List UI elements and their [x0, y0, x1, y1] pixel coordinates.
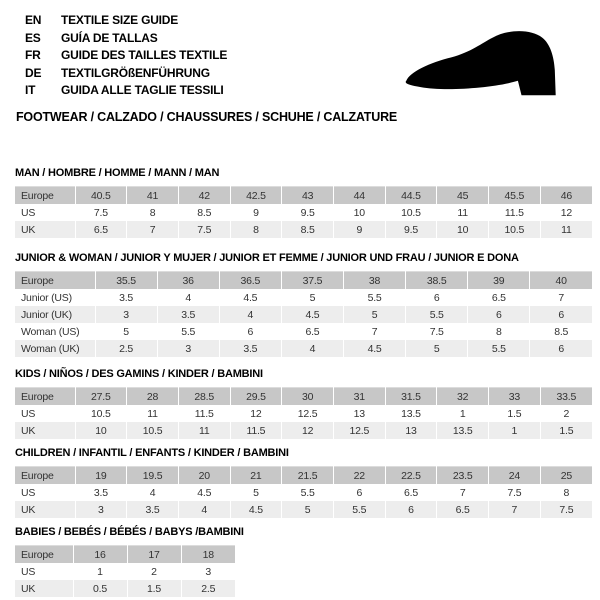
size-value-cell: 4 [281, 340, 343, 357]
size-value-cell: 7 [344, 323, 406, 340]
table-title-children: CHILDREN / INFANTIL / ENFANTS / KINDER / BAMBINI [15, 447, 289, 459]
size-value-cell: 9 [333, 221, 385, 238]
size-value-cell: 33 [489, 388, 541, 406]
size-value-cell: 45.5 [489, 187, 541, 205]
size-value-cell: 4 [127, 484, 179, 501]
size-value-cell: 4.5 [230, 501, 282, 518]
size-value-cell: 10 [75, 422, 127, 439]
size-value-cell: 13.5 [385, 405, 437, 422]
size-value-cell: 36.5 [219, 272, 281, 290]
size-value-cell: 42.5 [230, 187, 282, 205]
size-value-cell: 1 [73, 563, 127, 580]
size-value-cell: 11.5 [178, 405, 230, 422]
language-code: ES [25, 30, 41, 45]
size-value-cell: 23.5 [437, 467, 489, 485]
size-value-cell: 7 [437, 484, 489, 501]
size-value-cell: 38.5 [406, 272, 468, 290]
size-value-cell: 7.5 [75, 204, 127, 221]
language-list [25, 12, 227, 100]
size-value-cell: 24 [489, 467, 541, 485]
size-value-cell: 6.5 [468, 289, 530, 306]
size-value-cell: 3.5 [127, 501, 179, 518]
language-title: GUIDE DES TAILLES TEXTILE [61, 48, 228, 62]
size-value-cell: 7.5 [406, 323, 468, 340]
table-title-babies: BABIES / BEBÉS / BÉBÉS / BABYS /BAMBINI [15, 526, 244, 538]
size-table-section-junior [15, 252, 592, 357]
size-value-cell: 4.5 [178, 484, 230, 501]
size-value-cell: 22.5 [385, 467, 437, 485]
size-value-cell: 11 [437, 204, 489, 221]
table-row-children-uk [15, 501, 592, 518]
table-row-kids-us [15, 405, 592, 422]
size-value-cell: 44 [333, 187, 385, 205]
size-value-cell: 5.5 [344, 289, 406, 306]
size-value-cell: 3 [75, 501, 127, 518]
size-value-cell: 5.5 [406, 306, 468, 323]
row-label-cell: Junior (US) [21, 291, 72, 304]
size-value-cell: 39 [468, 272, 530, 290]
size-table-section-babies [15, 526, 244, 597]
size-value-cell: 12 [282, 422, 334, 439]
table-row-kids-europe [15, 388, 592, 406]
size-value-cell: 31 [333, 388, 385, 406]
table-row-man-uk [15, 221, 592, 238]
size-table-section-man [15, 167, 592, 238]
size-value-cell: 6 [530, 306, 592, 323]
language-row-it [25, 82, 227, 100]
size-table-kids [15, 387, 592, 439]
size-value-cell: 6 [219, 323, 281, 340]
size-value-cell: 25 [540, 467, 592, 485]
size-value-cell: 5.5 [282, 484, 334, 501]
size-value-cell: 7 [530, 289, 592, 306]
size-value-cell: 5 [344, 306, 406, 323]
dress-shoe-icon [393, 16, 578, 106]
size-value-cell: 12 [540, 204, 592, 221]
row-label-cell: US [21, 486, 36, 499]
size-value-cell: 38 [344, 272, 406, 290]
size-value-cell: 3 [157, 340, 219, 357]
row-label-cell: UK [21, 424, 36, 437]
size-value-cell: 1 [489, 422, 541, 439]
size-value-cell: 46 [540, 187, 592, 205]
table-row-junior-europe [15, 272, 592, 290]
size-value-cell: 43 [282, 187, 334, 205]
size-value-cell: 12 [230, 405, 282, 422]
size-value-cell: 1 [437, 405, 489, 422]
size-value-cell: 3 [95, 306, 157, 323]
size-value-cell: 5 [281, 289, 343, 306]
size-value-cell: 28 [127, 388, 179, 406]
language-row-es [25, 30, 227, 48]
size-value-cell: 8.5 [282, 221, 334, 238]
language-code: FR [25, 48, 41, 62]
size-value-cell: 4.5 [281, 306, 343, 323]
table-title-kids: KIDS / NIÑOS / DES GAMINS / KINDER / BAMBINI [15, 368, 263, 380]
size-value-cell: 6 [385, 501, 437, 518]
size-value-cell: 7 [127, 221, 179, 238]
language-code: IT [25, 83, 36, 97]
size-value-cell: 7 [489, 501, 541, 518]
size-value-cell: 20 [178, 467, 230, 485]
language-title: TEXTILE SIZE GUIDE [61, 13, 179, 27]
size-value-cell: 1.5 [540, 422, 592, 439]
size-value-cell: 6.5 [281, 323, 343, 340]
size-value-cell: 7.5 [540, 501, 592, 518]
size-value-cell: 40.5 [75, 187, 127, 205]
size-value-cell: 8 [540, 484, 592, 501]
language-row-fr [25, 47, 227, 65]
language-row-de [25, 65, 227, 83]
size-value-cell: 10.5 [127, 422, 179, 439]
size-value-cell: 11.5 [489, 204, 541, 221]
size-value-cell: 8 [468, 323, 530, 340]
size-value-cell: 44.5 [385, 187, 437, 205]
size-value-cell: 3.5 [75, 484, 127, 501]
size-value-cell: 22 [333, 467, 385, 485]
size-value-cell: 4 [178, 501, 230, 518]
size-value-cell: 41 [127, 187, 179, 205]
size-value-cell: 40 [530, 272, 592, 290]
row-label-cell: Europe [21, 548, 54, 561]
size-value-cell: 3.5 [95, 289, 157, 306]
size-table-children [15, 466, 592, 518]
size-table-babies [15, 545, 235, 597]
row-label-cell: UK [21, 582, 36, 595]
size-table-junior [15, 271, 592, 357]
size-value-cell: 12.5 [282, 405, 334, 422]
size-value-cell: 5 [230, 484, 282, 501]
size-value-cell: 2 [127, 563, 181, 580]
table-row-babies-uk [15, 580, 235, 597]
size-value-cell: 5 [95, 323, 157, 340]
size-value-cell: 9 [230, 204, 282, 221]
row-label-cell: US [21, 206, 36, 219]
size-value-cell: 6 [530, 340, 592, 357]
size-value-cell: 27.5 [75, 388, 127, 406]
language-code: DE [25, 65, 42, 80]
size-value-cell: 2.5 [181, 580, 235, 597]
size-value-cell: 13.5 [437, 422, 489, 439]
size-value-cell: 2 [540, 405, 592, 422]
size-value-cell: 4.5 [344, 340, 406, 357]
size-value-cell: 2.5 [95, 340, 157, 357]
row-label-cell: Junior (UK) [21, 308, 72, 321]
table-row-children-europe [15, 467, 592, 485]
row-label-cell: Europe [21, 390, 54, 403]
table-row-babies-europe [15, 546, 235, 564]
size-value-cell: 18 [181, 546, 235, 564]
size-value-cell: 5.5 [157, 323, 219, 340]
row-label-cell: UK [21, 503, 36, 516]
size-value-cell: 36 [157, 272, 219, 290]
size-value-cell: 9.5 [282, 204, 334, 221]
size-value-cell: 8 [230, 221, 282, 238]
size-table-section-children [15, 447, 592, 518]
row-label-cell: Europe [21, 189, 54, 202]
size-value-cell: 19 [75, 467, 127, 485]
size-value-cell: 6 [468, 306, 530, 323]
size-value-cell: 21 [230, 467, 282, 485]
size-value-cell: 19.5 [127, 467, 179, 485]
size-value-cell: 4 [157, 289, 219, 306]
size-value-cell: 6 [406, 289, 468, 306]
language-code: EN [25, 13, 42, 27]
language-title: GUIDA ALLE TAGLIE TESSILI [61, 83, 224, 97]
row-label-cell: Woman (US) [21, 325, 80, 338]
size-value-cell: 8.5 [530, 323, 592, 340]
size-value-cell: 1.5 [489, 405, 541, 422]
row-label-cell: Woman (UK) [21, 342, 80, 355]
size-value-cell: 31.5 [385, 388, 437, 406]
size-value-cell: 35.5 [95, 272, 157, 290]
size-value-cell: 42 [178, 187, 230, 205]
size-value-cell: 4 [219, 306, 281, 323]
size-value-cell: 32 [437, 388, 489, 406]
size-value-cell: 10.5 [489, 221, 541, 238]
size-value-cell: 13 [385, 422, 437, 439]
size-value-cell: 5 [406, 340, 468, 357]
size-value-cell: 8 [127, 204, 179, 221]
size-value-cell: 13 [333, 405, 385, 422]
size-value-cell: 11 [540, 221, 592, 238]
size-value-cell: 11 [178, 422, 230, 439]
size-value-cell: 3.5 [157, 306, 219, 323]
size-value-cell: 1.5 [127, 580, 181, 597]
size-value-cell: 37.5 [281, 272, 343, 290]
size-value-cell: 16 [73, 546, 127, 564]
size-value-cell: 6 [333, 484, 385, 501]
table-row-junior-woman-uk- [15, 340, 592, 357]
language-row-en [25, 12, 227, 30]
category-title: FOOTWEAR / CALZADO / CHAUSSURES / SCHUHE / CALZATURE [16, 110, 398, 124]
size-value-cell: 4.5 [219, 289, 281, 306]
size-value-cell: 21.5 [282, 467, 334, 485]
size-value-cell: 7.5 [489, 484, 541, 501]
size-value-cell: 5.5 [468, 340, 530, 357]
size-value-cell: 30 [282, 388, 334, 406]
size-value-cell: 33.5 [540, 388, 592, 406]
size-value-cell: 5 [282, 501, 334, 518]
table-title-man: MAN / HOMBRE / HOMME / MANN / MAN [15, 167, 220, 179]
size-value-cell: 6.5 [437, 501, 489, 518]
table-row-junior-woman-us- [15, 323, 592, 340]
size-value-cell: 3 [181, 563, 235, 580]
size-value-cell: 29.5 [230, 388, 282, 406]
size-value-cell: 45 [437, 187, 489, 205]
table-row-children-us [15, 484, 592, 501]
size-value-cell: 6.5 [385, 484, 437, 501]
size-value-cell: 12.5 [333, 422, 385, 439]
size-value-cell: 9.5 [385, 221, 437, 238]
language-title: GUÍA DE TALLAS [61, 30, 158, 45]
language-title: TEXTILGRÖßENFÜHRUNG [61, 65, 210, 80]
row-label-cell: Europe [21, 469, 54, 482]
table-row-junior-junior-uk- [15, 306, 592, 323]
table-row-man-europe [15, 187, 592, 205]
size-table-man [15, 186, 592, 238]
size-value-cell: 0.5 [73, 580, 127, 597]
size-value-cell: 28.5 [178, 388, 230, 406]
size-value-cell: 10.5 [385, 204, 437, 221]
size-value-cell: 10 [333, 204, 385, 221]
table-row-kids-uk [15, 422, 592, 439]
size-value-cell: 8.5 [178, 204, 230, 221]
size-value-cell: 10 [437, 221, 489, 238]
size-value-cell: 10.5 [75, 405, 127, 422]
size-value-cell: 7.5 [178, 221, 230, 238]
table-row-babies-us [15, 563, 235, 580]
table-row-junior-junior-us- [15, 289, 592, 306]
size-value-cell: 11 [127, 405, 179, 422]
table-title-junior: JUNIOR & WOMAN / JUNIOR Y MUJER / JUNIOR ET FEMME / JUNIOR UND FRAU / JUNIOR E DONA [15, 252, 519, 264]
table-row-man-us [15, 204, 592, 221]
size-value-cell: 17 [127, 546, 181, 564]
size-value-cell: 5.5 [333, 501, 385, 518]
size-value-cell: 11.5 [230, 422, 282, 439]
size-table-section-kids [15, 368, 592, 439]
row-label-cell: US [21, 407, 36, 420]
size-value-cell: 6.5 [75, 221, 127, 238]
size-value-cell: 3.5 [219, 340, 281, 357]
row-label-cell: UK [21, 223, 36, 236]
row-label-cell: US [21, 565, 36, 578]
row-label-cell: Europe [21, 274, 54, 287]
